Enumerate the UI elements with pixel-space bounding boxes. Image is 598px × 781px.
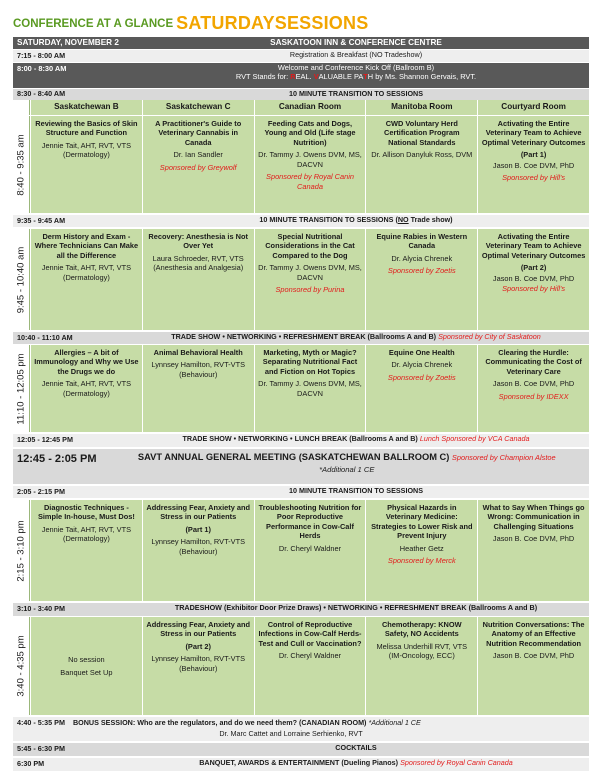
- session-presenter: Dr. Cheryl Waldner: [278, 543, 342, 553]
- session-title: Derm History and Exam - Where Technicians Can Make all the Difference: [34, 232, 139, 260]
- session-sponsor: Sponsored by Greywolf: [159, 162, 237, 172]
- rvt-stands-line: [127, 73, 585, 82]
- word-valuable: ALUABLE: [318, 71, 354, 81]
- session-cell: [365, 116, 477, 213]
- break-row: [13, 602, 589, 616]
- session-cell: [30, 345, 142, 432]
- transition-label: 10 MINUTE TRANSITION TO SESSIONS: [288, 89, 424, 98]
- session-title: Clearing the Hurdle: Communicating the Cost of Veterinary Care: [485, 348, 582, 376]
- session-part: (Part 1): [185, 524, 211, 534]
- session-cell: [30, 229, 142, 330]
- session-title: Addressing Fear, Anxiety and Stress in our Patients: [146, 503, 251, 522]
- session-cell: [365, 229, 477, 330]
- session-time: 2:15 - 3:10 pm: [13, 500, 30, 601]
- session-title: Equine Rabies in Western Canada: [376, 232, 468, 251]
- session-cell: [142, 116, 254, 213]
- registration-row: [13, 49, 589, 62]
- session-title: Recovery: Anesthesia is Not Over Yet: [148, 232, 248, 251]
- session-time: 3:40 - 4:35 pm: [13, 617, 30, 715]
- session-presenter: Jason B. Coe DVM, PhD: [492, 160, 575, 170]
- session-block-3: [13, 345, 589, 432]
- time-label: 10:40 - 11:10 AM: [17, 333, 73, 342]
- transition-row: [13, 214, 589, 227]
- time-label: 2:05 - 2:15 PM: [17, 487, 65, 496]
- session-time: 11:10 - 12:05 pm: [13, 345, 30, 432]
- session-cell: [30, 116, 142, 213]
- session-cell: [254, 116, 366, 213]
- session-presenter: Dr. Alycia Chrenek: [391, 360, 453, 370]
- session-presenter: Dr. Cheryl Waldner: [278, 651, 342, 661]
- session-cell: [365, 617, 477, 715]
- session-title: Chemotherapy: KNOW Safety, NO Accidents: [381, 620, 462, 639]
- session-presenter: Jason B. Coe DVM, PhD: [492, 651, 575, 661]
- session-presenter: Dr. Ian Sandler: [173, 150, 223, 160]
- session-part: (Part 1): [520, 150, 547, 160]
- session-cell: [254, 500, 366, 601]
- transition-label: 10 MINUTE TRANSITION TO SESSIONS: [288, 486, 424, 495]
- time-label: 7:15 - 8:00 AM: [17, 51, 66, 60]
- session-cell: [142, 229, 254, 330]
- bonus-title: BONUS SESSION: Who are the regulators, and do we need them? (CANADIAN ROOM): [72, 718, 369, 727]
- letter-t: T: [363, 71, 368, 81]
- session-presenter: Dr. Tammy J. Owens DVM, MS, DACVN: [258, 379, 362, 398]
- session-title: No session: [68, 655, 105, 665]
- session-title: Nutrition Conversations: The Anatomy of an Effective Nutrition Recommendation: [482, 620, 585, 648]
- letter-v: V: [313, 71, 319, 81]
- bonus-presenters: Dr. Marc Cattet and Lorraine Serhienko, RVT: [219, 728, 363, 738]
- session-title: Special Nutritional Considerations in the Cat Compared to the Dog: [265, 232, 355, 260]
- session-cell: [142, 500, 254, 601]
- time-label: 8:00 - 8:30 AM: [17, 64, 67, 73]
- time-label: 9:35 - 9:45 AM: [17, 216, 66, 225]
- session-title: Physical Hazards in Veterinary Medicine: Strategies to Lower Risk and Prevent Injury: [371, 503, 473, 541]
- session-cell: [477, 229, 589, 330]
- agm-title-line: [104, 452, 589, 463]
- session-block-2: [13, 229, 589, 330]
- session-part: (Part 2): [520, 263, 547, 273]
- session-block-5: [13, 617, 589, 715]
- date-label: SATURDAY, NOVEMBER 2: [17, 38, 119, 47]
- session-sponsor: Sponsored by Zoetis: [387, 266, 456, 276]
- session-presenter: Jennie Tait, AHT, RVT, VTS (Dermatology): [41, 524, 132, 544]
- time-label: 12:45 - 2:05 PM: [17, 453, 97, 465]
- room-header: Saskatchewan B: [30, 100, 142, 115]
- session-cell: [477, 617, 589, 715]
- page-header: [13, 8, 368, 34]
- agm-sponsor: Sponsored by Champion Alstoe: [451, 453, 556, 462]
- room-header: Saskatchewan C: [142, 100, 254, 115]
- cocktails-label: COCKTAILS: [335, 743, 377, 752]
- session-title: Allergies – A bit of Immunology and Why we Use the Drugs we do: [34, 348, 139, 376]
- session-title: What to Say When Things go Wrong: Communication in Challenging Situations: [482, 503, 585, 531]
- session-presenter: Jason B. Coe DVM, PhD: [492, 534, 575, 544]
- session-title: Marketing, Myth or Magic? Separating Nutritional Fact and Fiction on Hot Topics: [262, 348, 358, 376]
- transition-row: [13, 88, 589, 100]
- welcome-text: [123, 63, 589, 88]
- session-title: Animal Behavioral Health: [153, 348, 243, 357]
- time-label: 12:05 - 12:45 PM: [17, 435, 73, 444]
- session-block-4: [13, 500, 589, 601]
- session-sponsor: Sponsored by Hill's: [502, 284, 566, 294]
- word-pa: PA: [353, 71, 364, 81]
- session-sponsor: Sponsored by Hill's: [502, 173, 566, 183]
- session-time: 9:45 - 10:40 am: [13, 229, 30, 330]
- session-title: Troubleshooting Nutrition for Poor Reproductive Performance in Cow-Calf Herds: [258, 503, 362, 541]
- session-sponsor: Sponsored by Royal Canin Canada: [266, 172, 354, 191]
- banquet-label: BANQUET, AWARDS & ENTERTAINMENT (Dueling Pianos) Sponsored by Royal Canin Canada: [199, 758, 513, 767]
- session-presenter: Laura Schroeder, RVT, VTS (Anesthesia and Analgesia): [152, 253, 244, 273]
- session-presenter: Jennie Tait, AHT, RVT, VTS (Dermatology): [41, 140, 132, 160]
- session-sponsor: Sponsored by Purina: [275, 285, 345, 295]
- session-title: Reviewing the Basics of Skin Structure and Function: [35, 119, 138, 138]
- session-cell: [142, 345, 254, 432]
- time-label: 6:30 PM: [17, 759, 45, 768]
- session-title: CWD Voluntary Herd Certification Program National Standards: [384, 119, 460, 147]
- session-title: Diagnostic Techniques - Simple In-house, Must Dos!: [37, 503, 135, 522]
- session-presenter: Lynnsey Hamilton, RVT-VTS (Behaviour): [151, 360, 246, 379]
- session-title: Control of Reproductive Infections in Cow-Calf Herds- Test and Cull or Vaccination?: [258, 620, 362, 648]
- session-title: Equine One Health: [388, 348, 455, 357]
- room-header: Canadian Room: [254, 100, 366, 115]
- session-time: 8:40 - 9:35 am: [13, 116, 30, 213]
- room-header: Manitoba Room: [365, 100, 477, 115]
- time-label: 8:30 - 8:40 AM: [17, 89, 66, 98]
- banquet-row: [13, 757, 589, 771]
- session-cell: [142, 617, 254, 715]
- session-title: Activating the Entire Veterinary Team to Achieve Optimal Veterinary Outcomes: [481, 119, 586, 147]
- session-cell: [30, 617, 142, 715]
- conference-title: CONFERENCE AT A GLANCE: [13, 18, 174, 30]
- session-block-1: [13, 116, 589, 213]
- banquet-sponsor: Sponsored by Royal Canin Canada: [400, 758, 513, 767]
- session-note: Banquet Set Up: [60, 667, 113, 677]
- agm-title: SAVT ANNUAL GENERAL MEETING (SASKATCHEWAN BALLROOM C): [137, 452, 452, 462]
- session-sponsor: Sponsored by Merck: [387, 556, 456, 566]
- time-gutter: [13, 100, 30, 115]
- break-label: TRADE SHOW • NETWORKING • LUNCH BREAK (Ballrooms A and B) Lunch Sponsored by VCA Canada: [182, 434, 530, 443]
- session-cell: [365, 345, 477, 432]
- session-sponsor: Sponsored by IDEXX: [498, 391, 569, 401]
- break-row: [13, 331, 589, 344]
- welcome-line: Welcome and Conference Kick Off (Ballroom B): [277, 63, 435, 72]
- break-sponsor: Lunch Sponsored by VCA Canada: [419, 434, 530, 443]
- word-h-rest: H by Ms. Shannon Gervais, RVT.: [367, 71, 477, 81]
- session-cell: [477, 116, 589, 213]
- transition-row: [13, 485, 589, 498]
- transition-label: 10 MINUTE TRANSITION TO SESSIONS (NO Trade show): [259, 215, 453, 224]
- session-presenter: Dr. Tammy J. Owens DVM, MS, DACVN: [258, 150, 362, 169]
- session-presenter: Dr. Tammy J. Owens DVM, MS, DACVN: [258, 263, 362, 282]
- time-label: 4:40 - 5:35 PM: [17, 718, 65, 727]
- session-cell: [365, 500, 477, 601]
- bonus-ce: *Additional 1 CE: [368, 718, 421, 727]
- session-cell: [30, 500, 142, 601]
- session-presenter: Melissa Underhill RVT, VTS (IM-Oncology, ECC): [376, 641, 468, 661]
- break-label: TRADESHOW (Exhibitor Door Prize Draws) • NETWORKING • REFRESHMENT BREAK (Ballrooms A and B): [174, 603, 538, 612]
- session-presenter: Jason B. Coe DVM, PhD: [492, 379, 575, 389]
- session-presenter: Lynnsey Hamilton, RVT-VTS (Behaviour): [151, 537, 246, 556]
- break-sponsor: Sponsored by City of Saskatoon: [438, 332, 541, 341]
- break-label: TRADE SHOW • NETWORKING • REFRESHMENT BREAK (Ballrooms A and B) Sponsored by City of Saskatoon: [171, 332, 541, 341]
- bonus-text: [73, 717, 589, 741]
- bonus-row: [13, 716, 589, 741]
- room-header-row: [13, 100, 589, 115]
- session-title: Feeding Cats and Dogs, Young and Old (Life stage Nutrition): [264, 119, 356, 147]
- day-title: SATURDAYSESSIONS: [176, 13, 369, 33]
- time-label: 3:10 - 3:40 PM: [17, 604, 65, 613]
- session-presenter: Jason B. Coe DVM, PhD: [492, 273, 575, 283]
- session-cell: [477, 500, 589, 601]
- session-presenter: Dr. Alycia Chrenek: [391, 253, 453, 263]
- session-sponsor: Sponsored by Zoetis: [387, 372, 456, 382]
- bonus-title-line: [73, 719, 589, 728]
- date-banner: [13, 36, 589, 49]
- agm-text: [104, 449, 589, 484]
- session-title: A Practitioner's Guide to Veterinary Cannabis in Canada: [155, 119, 242, 147]
- welcome-row: [13, 62, 589, 88]
- rvt-lead: RVT Stands for:: [235, 71, 291, 81]
- room-header: Courtyard Room: [477, 100, 589, 115]
- session-title: Addressing Fear, Anxiety and Stress in our Patients: [146, 620, 251, 639]
- session-part: (Part 2): [185, 641, 211, 651]
- session-presenter: Heather Getz: [399, 543, 444, 553]
- event-label: Registration & Breakfast (NO Tradeshow): [289, 50, 423, 59]
- session-title: Activating the Entire Veterinary Team to Achieve Optimal Veterinary Outcomes: [481, 232, 586, 260]
- break-row: [13, 433, 589, 447]
- letter-r: R: [290, 71, 296, 81]
- session-presenter: Jennie Tait, AHT, RVT, VTS (Dermatology): [41, 263, 132, 282]
- session-cell: [254, 345, 366, 432]
- time-label: 5:45 - 6:30 PM: [17, 744, 65, 753]
- session-cell: [254, 617, 366, 715]
- session-cell: [254, 229, 366, 330]
- cocktails-row: [13, 742, 589, 756]
- session-presenter: Jennie Tait, AHT, RVT, VTS (Dermatology): [41, 379, 132, 398]
- word-real: EAL.: [295, 71, 314, 81]
- agm-row: [13, 448, 589, 484]
- session-presenter: Lynnsey Hamilton, RVT-VTS (Behaviour): [151, 654, 246, 673]
- session-presenter: Dr. Allison Danyluk Ross, DVM: [371, 150, 473, 160]
- venue-label: SASKATOON INN & CONFERENCE CENTRE: [270, 38, 442, 47]
- session-cell: [477, 345, 589, 432]
- agm-ce: *Additional 1 CE: [319, 465, 375, 475]
